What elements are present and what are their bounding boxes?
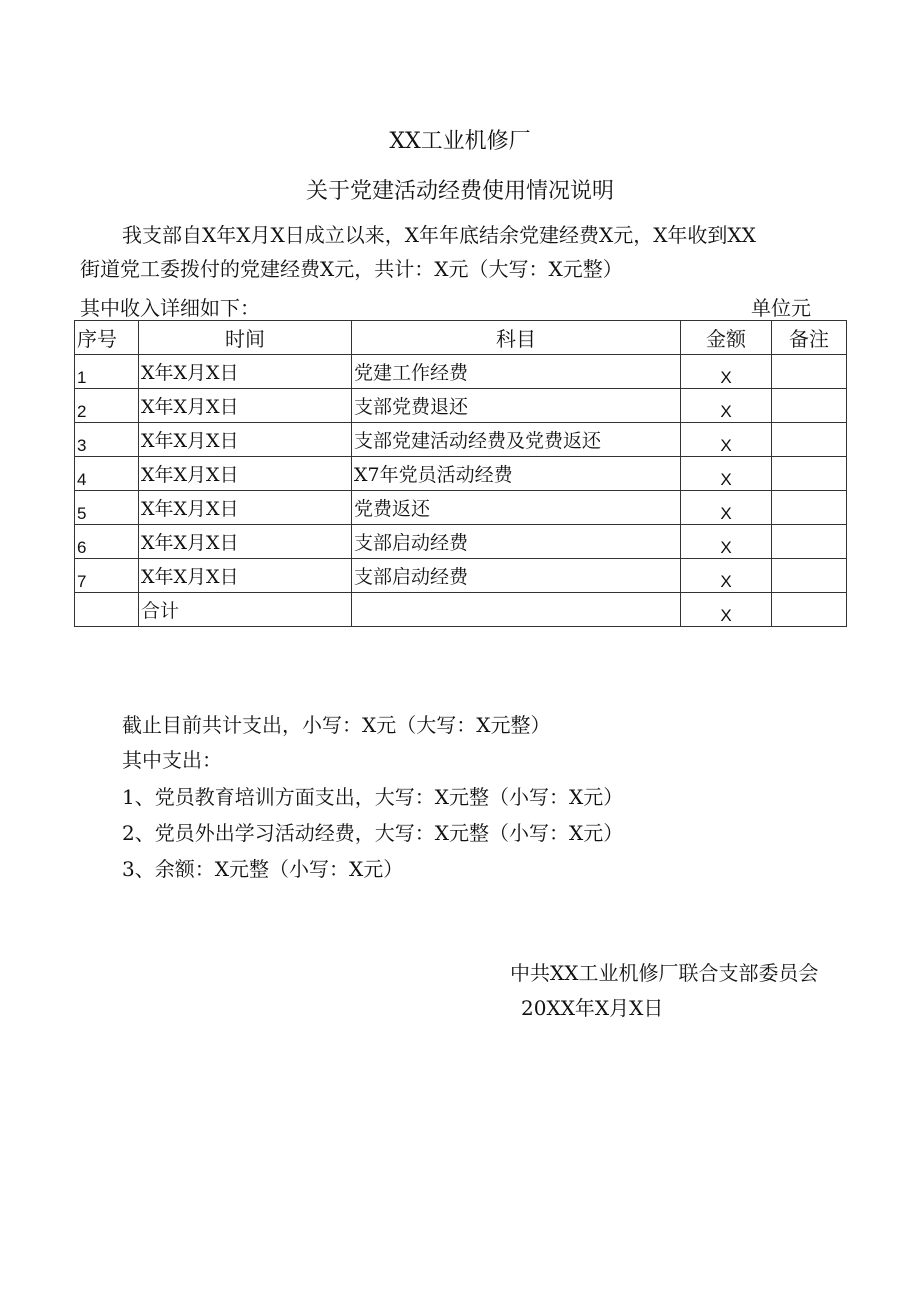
row-note (772, 525, 847, 559)
intro-line-1: 我支部自X年X月X日成立以来，X年年底结余党建经费X元，X年收到XX (122, 223, 756, 247)
row-subject: 支部启动经费 (352, 559, 681, 593)
row-no: 5 (75, 491, 139, 525)
signature-org: 中共XX工业机修厂联合支部委员会 (510, 961, 819, 985)
row-subject: 党费返还 (352, 491, 681, 525)
header-amount: 金额 (681, 321, 772, 355)
row-amount: X (681, 457, 772, 491)
row-no: 4 (75, 457, 139, 491)
row-note (772, 559, 847, 593)
signature-date: 20XX年X月X日 (521, 996, 664, 1020)
row-amount: X (681, 559, 772, 593)
row-note (772, 355, 847, 389)
total-subject (352, 593, 681, 627)
row-date: X年X月X日 (139, 525, 352, 559)
total-label: 合计 (139, 593, 352, 627)
row-amount: X (681, 355, 772, 389)
total-no (75, 593, 139, 627)
row-amount: X (681, 423, 772, 457)
row-note (772, 389, 847, 423)
row-subject: 支部党费退还 (352, 389, 681, 423)
document-title: XX工业机修厂 (389, 129, 531, 154)
row-note (772, 423, 847, 457)
total-amount: X (681, 593, 772, 627)
table-row (75, 559, 847, 593)
income-heading: 其中收入详细如下： (80, 296, 260, 320)
intro-paragraph (80, 218, 842, 286)
table-row (75, 389, 847, 423)
row-date: X年X月X日 (139, 559, 352, 593)
expense-item: 2、党员外出学习活动经费，大写：X元整（小写：X元） (122, 821, 624, 845)
row-date: X年X月X日 (139, 423, 352, 457)
row-no: 6 (75, 525, 139, 559)
row-no: 1 (75, 355, 139, 389)
table-row (75, 355, 847, 389)
row-subject: 党建工作经费 (352, 355, 681, 389)
expense-summary: 截止目前共计支出，小写：X元（大写：X元整） (122, 713, 551, 737)
header-no: 序号 (75, 321, 139, 355)
total-note (772, 593, 847, 627)
table-row (75, 525, 847, 559)
row-date: X年X月X日 (139, 457, 352, 491)
row-no: 2 (75, 389, 139, 423)
row-no: 7 (75, 559, 139, 593)
expense-heading: 其中支出： (122, 748, 222, 772)
header-date: 时间 (139, 321, 352, 355)
row-date: X年X月X日 (139, 355, 352, 389)
row-subject: X7年党员活动经费 (352, 457, 681, 491)
row-no: 3 (75, 423, 139, 457)
income-table (74, 320, 847, 627)
row-amount: X (681, 491, 772, 525)
unit-label: 单位元 (751, 296, 811, 320)
table-total-row (75, 593, 847, 627)
table-row (75, 491, 847, 525)
header-note: 备注 (772, 321, 847, 355)
row-note (772, 491, 847, 525)
document-subtitle: 关于党建活动经费使用情况说明 (305, 179, 614, 204)
row-amount: X (681, 525, 772, 559)
row-amount: X (681, 389, 772, 423)
expense-item: 1、党员教育培训方面支出，大写：X元整（小写：X元） (122, 785, 624, 809)
row-subject: 支部党建活动经费及党费返还 (352, 423, 681, 457)
header-subject: 科目 (352, 321, 681, 355)
table-row (75, 423, 847, 457)
row-date: X年X月X日 (139, 389, 352, 423)
row-note (772, 457, 847, 491)
intro-line-2: 街道党工委拨付的党建经费X元，共计：X元（大写：X元整） (80, 257, 623, 281)
row-date: X年X月X日 (139, 491, 352, 525)
table-row (75, 457, 847, 491)
row-subject: 支部启动经费 (352, 525, 681, 559)
expense-item: 3、余额：X元整（小写：X元） (122, 857, 404, 881)
table-header-row (75, 321, 847, 355)
